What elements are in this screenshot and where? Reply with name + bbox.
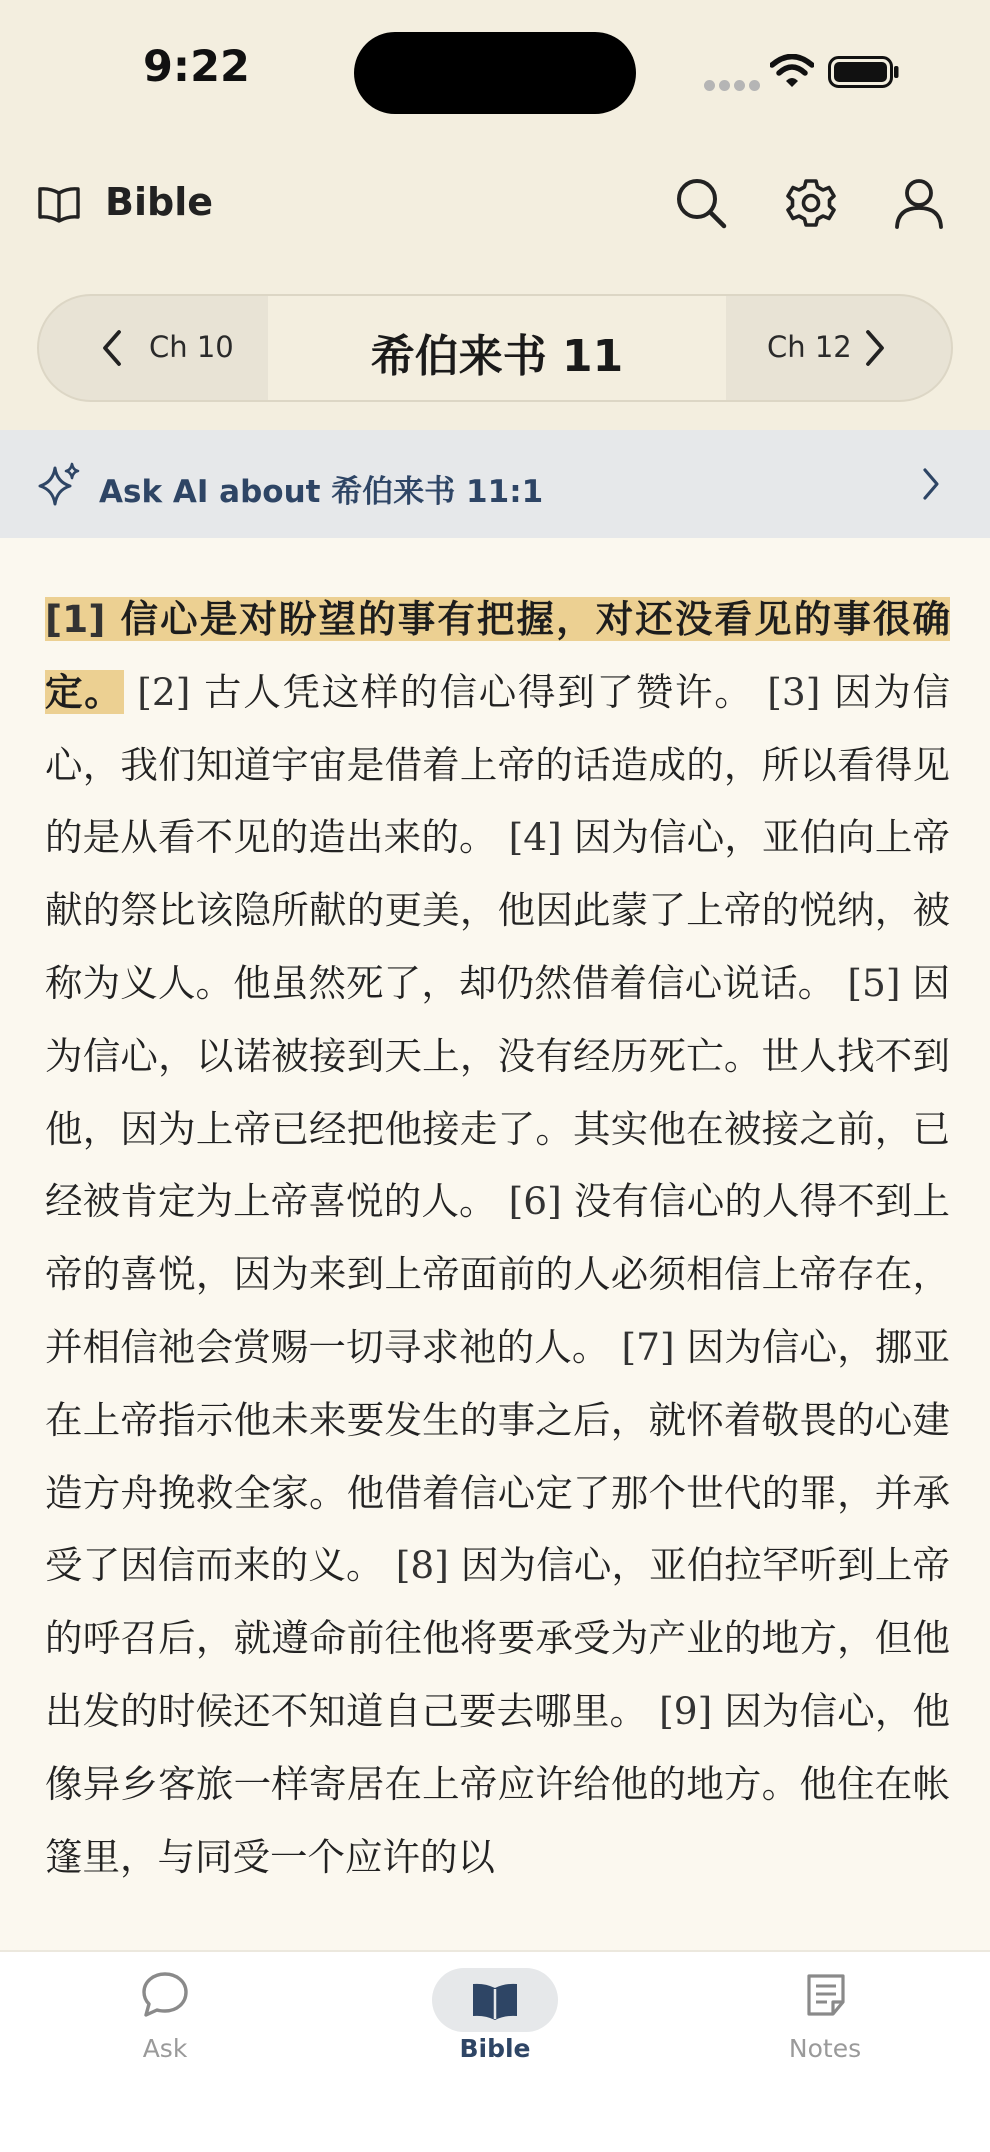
open-book-icon <box>471 1980 519 2022</box>
profile-button[interactable] <box>890 174 948 232</box>
chapter-nav <box>37 294 953 402</box>
verse-number: [6] <box>508 1179 562 1224</box>
scripture-text <box>45 583 950 1950</box>
ask-ai-text: Ask AI about 希伯来书 11:1 <box>99 474 544 510</box>
verse-number: [1] <box>45 597 106 641</box>
tab-bar <box>0 1950 990 2152</box>
tab-notes[interactable] <box>725 1970 925 2090</box>
settings-button[interactable] <box>782 174 840 232</box>
wifi-icon <box>770 54 814 88</box>
tab-bible[interactable] <box>395 1970 595 2090</box>
user-icon <box>890 174 948 232</box>
gear-icon <box>782 174 840 232</box>
chat-bubble-icon <box>140 1970 190 2020</box>
verse-text: 信心是对盼望的事有把握，对还没看见的事很确定。 <box>45 597 950 714</box>
status-time: 9:22 <box>143 42 250 92</box>
verse-text: 因为信心，以诺被接到天上，没有经历死亡。世人找不到他，因为上帝已经把他接走了。其实他在被接之前，已经被肯定为上帝喜悦的人。 <box>45 960 950 1224</box>
search-icon <box>672 174 730 232</box>
tab-bible-label: Bible <box>459 2034 531 2063</box>
tab-notes-label: Notes <box>788 2034 862 2063</box>
notes-icon <box>803 1972 849 2018</box>
next-chapter-button[interactable] <box>722 296 951 400</box>
tab-ask[interactable] <box>65 1970 265 2090</box>
tab-ask-label: Ask <box>142 2034 188 2063</box>
prev-chapter-label: Ch 10 <box>149 330 234 364</box>
search-button[interactable] <box>672 174 730 232</box>
verse-number: [2] <box>137 669 191 714</box>
dynamic-island <box>354 32 636 114</box>
chevron-right-icon <box>920 466 942 502</box>
status-icons <box>700 52 910 92</box>
verse-text: 因为信心，他像异乡客旅一样寄居在上帝应许给他的地方。他住在帐篷里，与同受一个应许的以 <box>45 1688 950 1879</box>
chevron-left-icon <box>99 328 125 368</box>
verse-number: [8] <box>395 1543 449 1588</box>
verse-number: [4] <box>508 815 562 860</box>
ask-ai-banner[interactable] <box>0 430 990 538</box>
verse-text: 因为信心，我们知道宇宙是借着上帝的话造成的，所以看得见的是从看不见的造出来的。 <box>45 669 950 860</box>
open-book-icon <box>37 185 81 223</box>
next-chapter-label: Ch 12 <box>767 330 852 364</box>
prev-chapter-button[interactable] <box>39 296 268 400</box>
verse-text: 古人凭这样的信心得到了赞许。 <box>190 669 754 714</box>
chevron-right-icon <box>862 328 888 368</box>
app-title: Bible <box>105 180 213 224</box>
verse-number: [3] <box>767 669 821 714</box>
verse-text: 因为信心，亚伯拉罕听到上帝的呼召后，就遵命前往他将要承受为产业的地方，但他出发的时候还不知道自己要去哪里。 <box>45 1543 950 1733</box>
verse-text: 因为信心，挪亚在上帝指示他未来要发生的事之后，就怀着敬畏的心建造方舟挽救全家。他借着信心定了那个世代的罪，并承受了因信而来的义。 <box>45 1324 950 1588</box>
sparkle-icon <box>36 462 82 508</box>
battery-icon <box>828 56 900 88</box>
verse-number: [7] <box>621 1324 675 1369</box>
verse-number: [5] <box>847 960 901 1005</box>
verse-number: [9] <box>659 1688 713 1733</box>
verse[interactable] <box>137 670 753 714</box>
chapter-title: 希伯来书 11 <box>370 331 624 382</box>
chapter-title-area[interactable] <box>268 296 726 400</box>
verse-text: 没有信心的人得不到上帝的喜悦，因为来到上帝面前的人必须相信上帝存在，并相信祂会赏赐一切寻求祂的人。 <box>45 1179 950 1369</box>
verse-text: 因为信心，亚伯向上帝献的祭比该隐所献的更美，他因此蒙了上帝的悦纳，被称为义人。他虽然死了，却仍然借着信心说话。 <box>45 815 950 1005</box>
